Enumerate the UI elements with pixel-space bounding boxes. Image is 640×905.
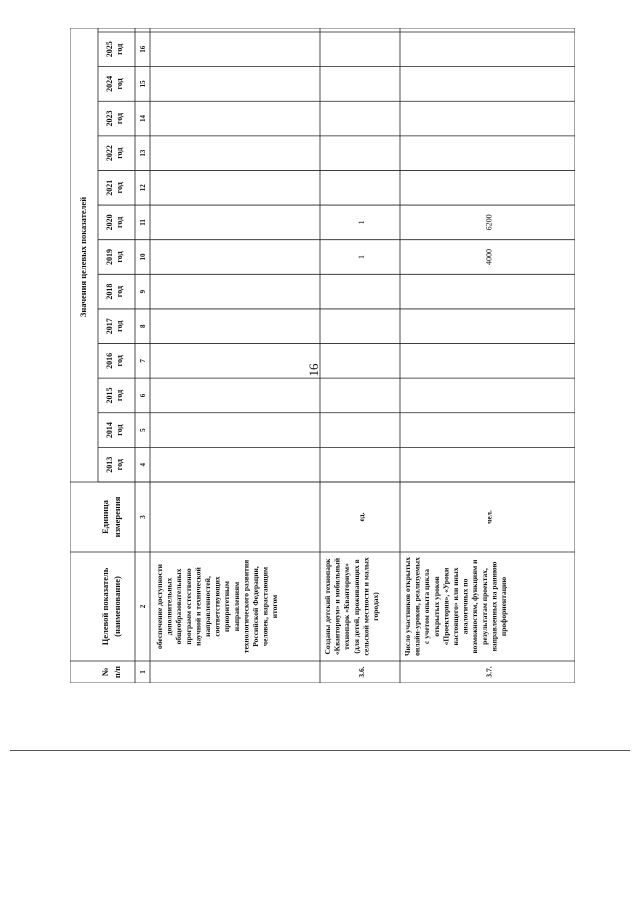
year-suffix-2019: год bbox=[115, 251, 124, 263]
indicator-line: Число участников открытых bbox=[403, 556, 412, 657]
year-header-2024: 2024 bbox=[105, 75, 114, 92]
bottom-rule bbox=[10, 750, 630, 751]
unit-value: чел. bbox=[484, 510, 494, 524]
column-number-12: 12 bbox=[139, 184, 147, 192]
value-2020: 6200 bbox=[484, 214, 494, 231]
column-number-4: 4 bbox=[139, 462, 147, 467]
indicator-line: направленных на раннюю bbox=[489, 561, 499, 652]
year-header-2015: 2015 bbox=[105, 387, 114, 404]
values-group-header: Значения целевых показателей bbox=[78, 196, 88, 318]
value-2019: 1 bbox=[357, 255, 366, 259]
year-header-2023: 2023 bbox=[105, 110, 114, 127]
indicator-line: онлайн-уроков, реализуемых bbox=[412, 557, 422, 656]
unit-header-line-2: измерения bbox=[112, 496, 122, 538]
column-number-1: 1 bbox=[139, 670, 147, 674]
year-suffix-2015: год bbox=[115, 389, 124, 402]
indicator-line: направленностей, bbox=[203, 576, 212, 637]
year-suffix-2023: год bbox=[115, 112, 124, 125]
column-number-9: 9 bbox=[139, 289, 147, 294]
year-header-2017: 2017 bbox=[105, 318, 114, 335]
column-number-13: 13 bbox=[139, 149, 147, 157]
year-suffix-2022: год bbox=[115, 147, 124, 159]
indicator-line: дополнительных bbox=[164, 577, 174, 636]
indicator-line: городах) bbox=[371, 592, 380, 621]
row-number: 3.6. bbox=[357, 666, 366, 678]
column-number-7: 7 bbox=[139, 359, 147, 363]
indicator-line: человек, нарастающим bbox=[260, 566, 270, 647]
indicator-line: направлениям bbox=[231, 581, 241, 632]
year-header-2025: 2025 bbox=[105, 41, 114, 58]
year-suffix-2021: год bbox=[115, 182, 124, 194]
indicator-line: итогом bbox=[270, 594, 280, 619]
indicator-line: профориентацию bbox=[499, 576, 508, 637]
indicator-line: Российской Федерации, bbox=[251, 566, 260, 647]
column-number-3: 3 bbox=[139, 515, 147, 519]
indicator-line: общеобразовательных bbox=[174, 568, 184, 645]
year-suffix-2013: год bbox=[115, 459, 124, 471]
year-suffix-2020: год bbox=[115, 216, 124, 229]
indicator-line: приоритетным bbox=[222, 580, 232, 633]
indicator-table bbox=[70, 28, 575, 683]
column-number-6: 6 bbox=[139, 393, 147, 398]
year-suffix-2017: год bbox=[115, 320, 124, 332]
column-number-14: 14 bbox=[139, 115, 147, 123]
unit-value: ед. bbox=[357, 512, 366, 522]
indicator-line: обеспечение доступности bbox=[155, 564, 164, 649]
indicator-line: аналогичных по bbox=[460, 578, 470, 635]
indicator-line: (для детей, проживающих в bbox=[351, 559, 361, 654]
year-header-2019: 2019 bbox=[105, 249, 114, 265]
indicator-line: настоящего» или иных bbox=[451, 567, 460, 646]
column-number-10: 10 bbox=[139, 253, 147, 261]
indicator-line: сельской местности и малых bbox=[361, 557, 371, 656]
year-suffix-2024: год bbox=[115, 78, 124, 90]
column-number-8: 8 bbox=[139, 324, 147, 328]
year-header-2014: 2014 bbox=[105, 422, 114, 439]
column-number-15: 15 bbox=[139, 80, 147, 88]
indicator-line: технологического развития bbox=[241, 559, 251, 654]
row-number: 3.7. bbox=[484, 666, 494, 678]
year-suffix-2018: год bbox=[115, 285, 124, 298]
year-header-2013: 2013 bbox=[105, 456, 114, 473]
indicator-line: результатам проектах, bbox=[479, 568, 489, 645]
year-suffix-2016: год bbox=[115, 355, 124, 367]
value-2020: 1 bbox=[357, 220, 366, 225]
column-number-11: 11 bbox=[139, 219, 147, 226]
indicator-line: программ естественно bbox=[183, 568, 193, 645]
indicator-header-line-2: (наименование) bbox=[112, 576, 122, 637]
indicator-line: с учетом опыта цикла bbox=[422, 569, 432, 644]
year-header-2021: 2021 bbox=[105, 179, 114, 196]
column-number-5: 5 bbox=[139, 428, 147, 432]
indicator-line: соответствующих bbox=[212, 576, 222, 637]
num-header-line-2: п/п bbox=[112, 665, 122, 679]
year-suffix-2014: год bbox=[115, 424, 124, 436]
indicator-line: возможностям, функциям и bbox=[470, 559, 480, 654]
indicator-line: технопарк «Кванториум» bbox=[342, 563, 352, 650]
year-header-2016: 2016 bbox=[105, 352, 114, 369]
year-header-2018: 2018 bbox=[105, 283, 114, 300]
unit-header-line-1: Единица bbox=[100, 500, 110, 534]
indicator-line: Созданы детский технопарк bbox=[323, 558, 332, 655]
year-header-2020: 2020 bbox=[105, 214, 114, 231]
year-suffix-2025: год bbox=[115, 43, 124, 55]
indicator-line: «Проектория», «Уроки bbox=[441, 567, 451, 646]
indicator-line: открытых уроков bbox=[431, 576, 441, 637]
page-number: 16 bbox=[306, 363, 321, 377]
indicator-header-line-1: Целевой показатель bbox=[100, 567, 110, 646]
indicator-line: «Кванториум» и мобильный bbox=[332, 557, 342, 656]
indicator-line: научной и технической bbox=[193, 567, 203, 646]
column-number-16: 16 bbox=[139, 45, 147, 53]
year-header-2022: 2022 bbox=[105, 145, 114, 162]
column-number-2: 2 bbox=[139, 604, 147, 609]
value-2019: 4000 bbox=[484, 249, 494, 265]
num-header-line-1: № bbox=[100, 667, 110, 677]
